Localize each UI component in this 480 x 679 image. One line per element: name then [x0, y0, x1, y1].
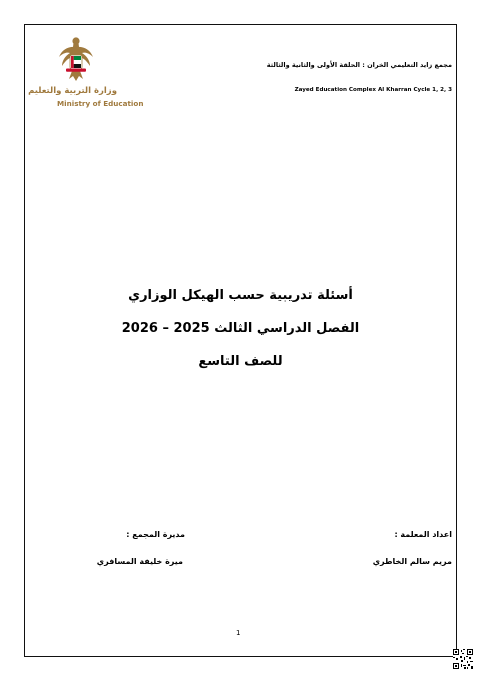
uae-falcon-emblem-icon: [57, 35, 95, 83]
ministry-name-english: Ministry of Education: [57, 99, 144, 108]
page-number: 1: [236, 629, 241, 637]
ministry-name-arabic: وزارة التربية والتعليم: [28, 86, 117, 96]
prepared-by-label: اعداد المعلمة :: [394, 530, 452, 539]
school-name-arabic: مجمع زايد التعليمي الخران : الحلقة الأولى والثانية والثالثة: [266, 61, 452, 69]
grade-title: للصف التاسع: [198, 354, 283, 369]
main-title: أسئلة تدريبية حسب الهيكل الوزاري: [128, 288, 353, 303]
director-name: ميرة خليفة المسافري: [96, 557, 183, 566]
director-label: مديرة المجمع :: [126, 530, 185, 539]
teacher-name: مريم سالم الخاطري: [372, 557, 452, 566]
school-name-english: Zayed Education Complex Al Kharran Cycle 1, 2, 3: [294, 87, 452, 93]
qr-code-icon[interactable]: [453, 649, 473, 669]
semester-title: الفصل الدراسي الثالث 2025 – 2026: [121, 321, 360, 336]
